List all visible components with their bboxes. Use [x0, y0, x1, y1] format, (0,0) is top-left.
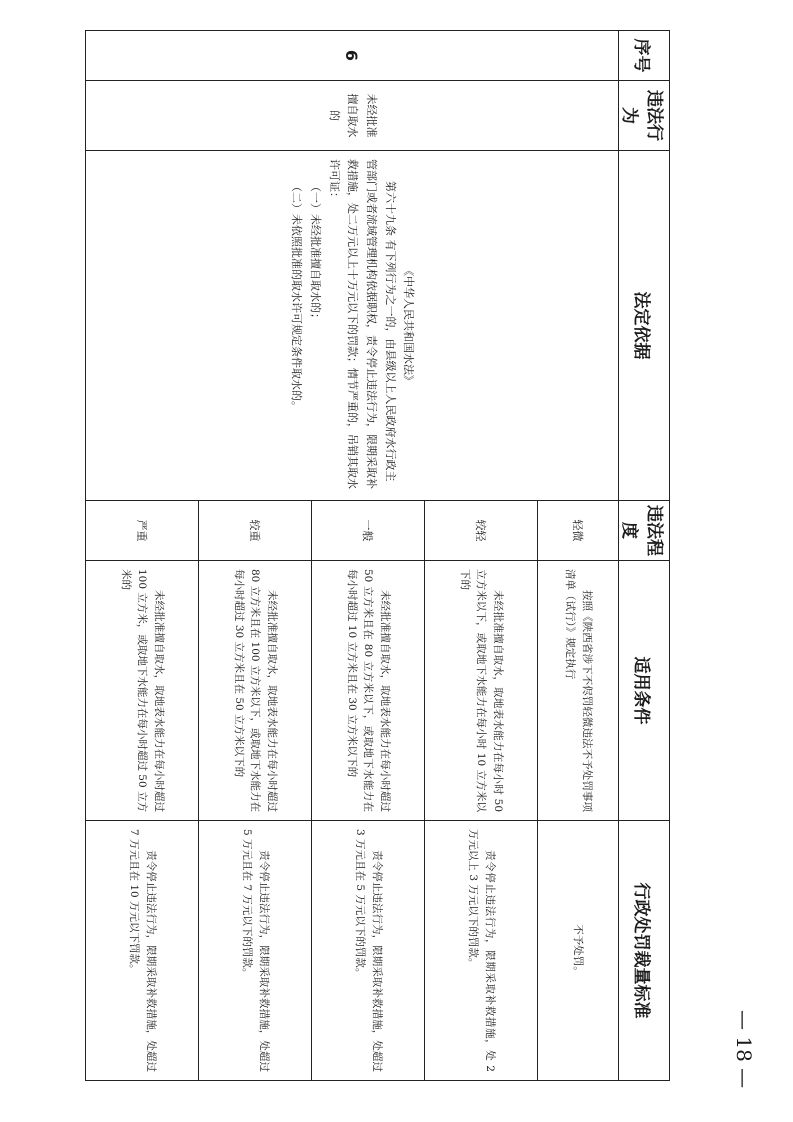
- cell-degree-3: 一般: [312, 501, 425, 561]
- cell-penalty-1: 不予处罚。: [537, 821, 618, 1081]
- header-penalty: 行政处罚裁量标准: [619, 821, 670, 1081]
- cell-condition-1: 按照《陕西省涉下不侭罚轻微违法不予处罚事项清单（试行）》规定执行: [537, 561, 618, 821]
- cell-penalty-4: 责令停止违法行为，限期采取补救措施，处超过 5 万元且在 7 万元以下的罚款。: [199, 821, 312, 1081]
- cell-condition-4: 未经批准擅自取水，取地表水能力在每小时超过 80 立方米且在 100 立方米以下，或取地下水能力在每小时超过 30 立方米且在 50 立方米以下的: [199, 561, 312, 821]
- cell-behavior: 未经批准擅自取水的: [86, 81, 619, 151]
- page-number: — 18 —: [732, 1010, 756, 1089]
- header-legal-basis: 法定依据: [619, 151, 670, 501]
- law-item-1: （一）未经批准擅自取水的；: [308, 181, 322, 324]
- cell-penalty-3: 责令停止违法行为，限期采取补救措施，处超过 3 万元且在 5 万元以下的罚款。: [312, 821, 425, 1081]
- rotated-table-container: [85, 30, 670, 1080]
- penalty-standard-table: [85, 30, 670, 1081]
- header-behavior: 违法行为: [619, 81, 670, 151]
- cell-penalty-5: 责令停止违法行为，限期采取补救措施，处超过 7 万元且在 10 万元以下罚款。: [86, 821, 199, 1081]
- law-article: 第六十九条 有下列行为之一的，由县级以上人民政府水行政主管部门或者流域管理机构依据职权，责令停止违法行为，限期采取补救措施，处二万元以上十万元以下的罚款；情节严重的，吊销其取水许可证：: [327, 159, 397, 489]
- cell-legal-basis: [86, 151, 619, 501]
- cell-degree-4: 较重: [199, 501, 312, 561]
- cell-condition-3: 未经批准擅自取水，取地表水能力在每小时超过 50 立方米且在 80 立方米以下，或取地下水能力在每小时超过 10 立方米且在 30 立方米以下的: [312, 561, 425, 821]
- law-title: 《中华人民共和国水法》: [402, 265, 416, 386]
- table-header-row: [619, 31, 670, 1081]
- header-seq: 序号: [619, 31, 670, 81]
- header-degree: 违法程度: [619, 501, 670, 561]
- cell-degree-2: 较轻: [424, 501, 537, 561]
- table-row: [537, 31, 618, 1081]
- cell-condition-5: 未经批准擅自取水，取地表水能力在每小时超过 100 立方米，或取地下水能力在每小时超过 50 立方米的: [86, 561, 199, 821]
- cell-degree-5: 严重: [86, 501, 199, 561]
- cell-condition-2: 未经批准擅自取水，取地表水能力在每小时 50 立方米以下，或取地下水能力在每小时 10 立方米以下的: [424, 561, 537, 821]
- law-item-2: （二）未依照批准的取水许可规定条件取水的。: [290, 181, 304, 412]
- cell-degree-1: 轻微: [537, 501, 618, 561]
- header-conditions: 适用条件: [619, 561, 670, 821]
- cell-seq: 6: [86, 31, 619, 81]
- cell-penalty-2: 责令停止违法行为，限期采取补救措施，处 2 万元以上 3 万元以下的罚款。: [424, 821, 537, 1081]
